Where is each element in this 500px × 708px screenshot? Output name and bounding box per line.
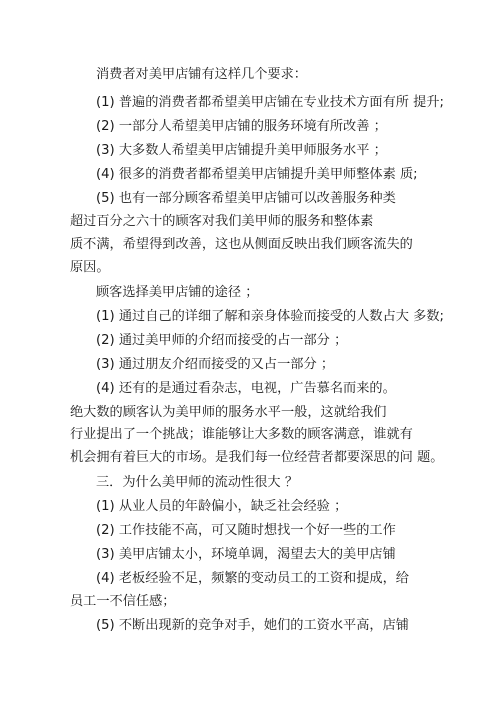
- text-line: (2) 一部分人希望美甲店铺的服务环境有所改善 ；: [96, 119, 387, 134]
- text-line: (4) 老板经验不足，频繁的变动员工的工资和提成，给: [96, 571, 409, 586]
- text-line: 绝大数的顾客认为美甲师的服务水平一般，这就给我们: [70, 405, 387, 420]
- text-line: (4) 还有的是通过看杂志，电视，广告慕名而来的。: [96, 381, 396, 396]
- text-line: 机会拥有着巨大的市场。是我们每一位经营者都要深思的问 题。: [70, 450, 444, 465]
- text-line: 消费者对美甲店铺有这样几个要求：: [96, 67, 307, 82]
- text-line: 超过百分之六十的顾客对我们美甲师的服务和整体素: [70, 214, 374, 229]
- text-line: 原因。: [70, 260, 110, 275]
- text-line: (4) 很多的消费者都希望美甲店铺提升美甲师整体素 质;: [96, 167, 418, 182]
- text-line: 顾客选择美甲店铺的途径 ；: [96, 285, 259, 300]
- text-line: 质不满，希望得到改善，这也从侧面反映出我们顾客流失的: [70, 237, 413, 252]
- text-line: (1) 从业人员的年龄偏小，缺乏社会经验 ；: [96, 499, 348, 514]
- text-line: (5) 不断出现新的竞争对手，她们的工资水平高，店铺: [96, 618, 409, 633]
- text-line: (5) 也有一部分顾客希望美甲店铺可以改善服务种类: [96, 191, 396, 206]
- text-line: (3) 美甲店铺太小，环境单调，渴望去大的美甲店铺: [96, 547, 396, 562]
- text-line: 行业提出了一个挑战；谁能够让大多数的顾客满意，谁就有: [70, 427, 413, 442]
- text-line: 员工一不信任感；: [70, 594, 176, 609]
- section-heading: 三．为什么美甲师的流动性很大 ？: [96, 475, 299, 490]
- text-line: (1) 普遍的消费者都希望美甲店铺在专业技术方面有所 提升;: [96, 95, 445, 110]
- text-line: (3) 大多数人希望美甲店铺提升美甲师服务水平 ；: [96, 143, 387, 158]
- text-line: (3) 通过朋友介绍而接受的又占一部分 ；: [96, 357, 335, 372]
- text-line: (2) 工作技能不高，可又随时想找一个好一些的工作: [96, 523, 396, 538]
- text-line: (1) 通过自己的详细了解和亲身体验而接受的人数占大 多数;: [96, 309, 445, 324]
- text-line: (2) 通过美甲师的介绍而接受的占一部分 ；: [96, 333, 348, 348]
